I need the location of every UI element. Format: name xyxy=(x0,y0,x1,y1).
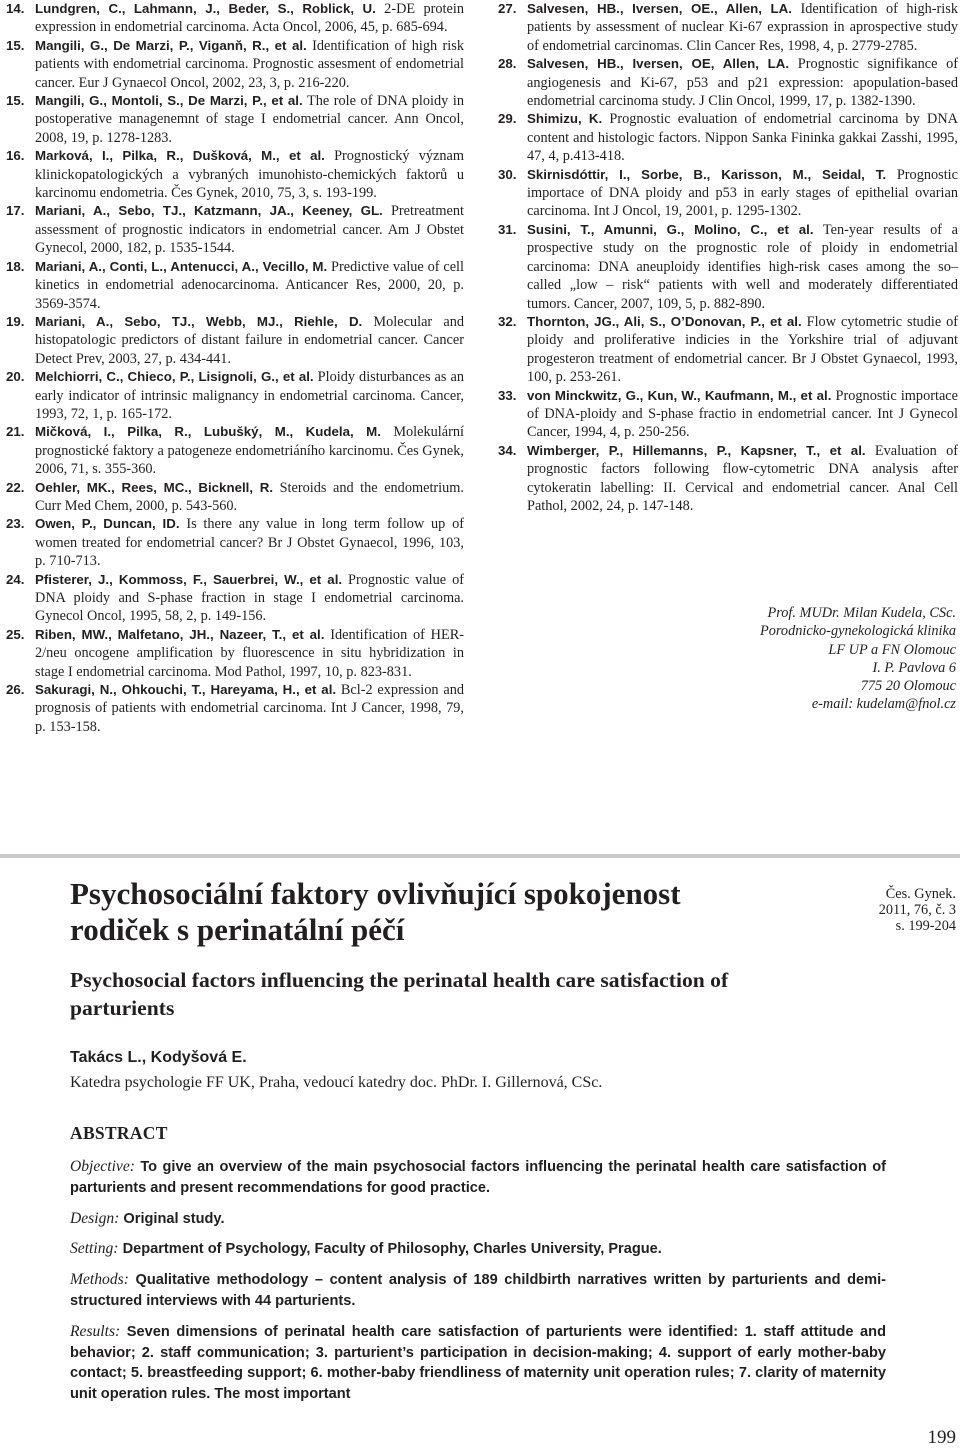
abstract-label: Objective: xyxy=(70,1158,135,1175)
abstract-objective xyxy=(70,1157,886,1199)
reference-item xyxy=(6,258,464,313)
reference-item xyxy=(498,166,958,221)
reference-citation: Prognostic importace of DNA-ploidy and S-phase fractio in endometrial cancer. Int J Gynecol Cancer, 1994, 4, p. 250-256. xyxy=(527,387,958,441)
reference-item xyxy=(498,110,958,165)
reference-citation: 2-DE protein expression in endometrial carcinoma. Acta Oncol, 2006, 45, p. 685-694. xyxy=(35,1,464,36)
reference-item xyxy=(6,479,464,516)
reference-authors: Sakuragi, N., Ohkouchi, T., Hareyama, H., et al. xyxy=(35,682,337,698)
reference-number: 16. xyxy=(6,148,25,164)
reference-authors: Melchiorri, C., Chieco, P., Lisignoli, G., et al. xyxy=(35,369,314,385)
reference-item xyxy=(498,0,958,55)
abstract-heading: ABSTRACT xyxy=(70,1123,168,1143)
reference-number: 26. xyxy=(6,682,25,698)
reference-authors: Marková, I., Pilka, R., Dušková, M., et al. xyxy=(35,148,325,164)
reference-item xyxy=(6,0,464,37)
reference-authors: Pfisterer, J., Kommoss, F., Sauerbrei, W., et al. xyxy=(35,571,343,587)
reference-authors: Mičková, I., Pilka, R., Lubušký, M., Kudela, M. xyxy=(35,424,381,440)
article-authors: Takács L., Kodyšová E. xyxy=(70,1049,247,1066)
reference-citation: Ten-year results of a prospective study on the prognostic role of ploidy in endometrial carcinoma: DNA aneuploidy identifies high-risk cases among the so–called „low – risk“ patients with well and moderately differentiated tumors. Cancer, 2007, 109, 5, p. 882-890. xyxy=(527,221,958,312)
reference-item xyxy=(6,202,464,257)
abstract-label: Methods: xyxy=(70,1271,129,1289)
reference-number: 33. xyxy=(498,387,517,403)
address-line: 775 20 Olomouc xyxy=(860,678,956,695)
reference-authors: Wimberger, P., Hillemanns, P., Kapsner, T., et al. xyxy=(527,442,866,458)
references-left-column xyxy=(6,0,464,736)
reference-item xyxy=(498,313,958,387)
reference-number: 20. xyxy=(6,369,25,385)
reference-citation: Bcl-2 expression and prognosis of patients with endometrial carcinoma. Int J Cancer, 1998, 79, p. 153-158. xyxy=(35,682,464,735)
reference-number: 32. xyxy=(498,313,517,329)
reference-citation: The role of DNA ploidy in postoperative managenemnt of stage I endometrial cancer. Ann Oncol, 2008, 19, p. 1278-1283. xyxy=(35,93,464,146)
reference-authors: Mariani, A., Sebo, TJ., Katzmann, JA., Keeney, GL. xyxy=(35,203,383,219)
address-email: e-mail: kudelam@fnol.cz xyxy=(811,696,956,713)
reference-authors: Owen, P., Duncan, ID. xyxy=(35,516,180,532)
reference-authors: von Minckwitz, G., Kun, W., Kaufmann, M., et al. xyxy=(527,387,832,403)
reference-item xyxy=(6,681,464,736)
reference-authors: Riben, MW., Malfetano, JH., Nazeer, T., et al. xyxy=(35,626,325,642)
reference-number: 25. xyxy=(6,626,25,642)
reference-item xyxy=(6,423,464,478)
abstract-text: Department of Psychology, Faculty of Philosophy, Charles University, Prague. xyxy=(118,1241,662,1258)
reference-number: 15. xyxy=(6,93,25,109)
reference-citation: Ploidy disturbances as an early indicator of intrinsic malignancy in endometrial carcinoma. Cancer, 1993, 72, 1, p. 165-172. xyxy=(35,369,464,422)
reference-citation: Identification of HER-2/neu oncogene amplification by fluorescence in situ hybridization in stage I endometrial carcinoma. Mod Pathol, 1997, 10, p. 823-831. xyxy=(35,626,464,680)
reference-item xyxy=(6,147,464,202)
reference-authors: Mariani, A., Sebo, TJ., Webb, MJ., Riehle, D. xyxy=(35,313,363,329)
abstract-text: Qualitative methodology – content analysis of 189 childbirth narratives written by parturients and demi-structured interviews with 44 parturients. xyxy=(70,1272,886,1309)
reference-number: 14. xyxy=(6,1,25,16)
reference-item xyxy=(6,571,464,626)
reference-item xyxy=(498,442,958,516)
reference-authors: Lundgren, C., Lahmann, J., Beder, S., Roblick, U. xyxy=(35,1,376,16)
journal-reference xyxy=(879,886,956,934)
reference-number: 23. xyxy=(6,516,25,532)
reference-citation: Prognostic value of DNA ploidy and S-phase fraction in stage I endometrial carcinoma. Gynecol Oncol, 1995, 58, 2, p. 149-156. xyxy=(35,571,464,625)
address-line: I. P. Pavlova 6 xyxy=(872,659,956,676)
address-name: Prof. MUDr. Milan Kudela, CSc. xyxy=(767,605,956,621)
reference-authors: Susini, T., Amunni, G., Molino, C., et al. xyxy=(527,221,814,237)
reference-authors: Shimizu, K. xyxy=(527,111,603,127)
abstract-methods xyxy=(70,1270,886,1312)
reference-number: 27. xyxy=(498,1,517,16)
reference-number: 34. xyxy=(498,442,517,458)
reference-number: 31. xyxy=(498,221,517,237)
reference-item xyxy=(498,55,958,110)
reference-authors: Oehler, MK., Rees, MC., Bicknell, R. xyxy=(35,479,274,495)
reference-item xyxy=(6,515,464,570)
abstract-results xyxy=(70,1322,886,1405)
reference-number: 22. xyxy=(6,479,25,495)
reference-number: 28. xyxy=(498,56,517,72)
abstract-design xyxy=(70,1209,886,1230)
reference-citation: Predictive value of cell kinetics in endometrial adenocarcinoma. Anticancer Res, 2000, 20, p. 3569-3574. xyxy=(35,258,464,312)
abstract-text: Seven dimensions of perinatal health care satisfaction of parturients were identified: 1. staff attitude and behavior; 2. staff communication; 3. parturient’s participation in decision-making; 4. support of early mother-baby contact; 5. breastfeeding support; 6. mother-baby friendliness of maternity unit operation rules; 7. clarity of maternity unit operation rules. The most important xyxy=(70,1323,886,1403)
article-title: Psychosociální faktory ovlivňující spokojenost rodiček s perinatální péčí xyxy=(70,876,681,947)
journal-issue: 2011, 76, č. 3 xyxy=(878,902,956,918)
reference-authors: Salvesen, HB., Iversen, OE, Allen, LA. xyxy=(527,56,790,72)
reference-citation: Flow cytometric studie of ploidy and proliferative indicies in the Yorkshire trial of adjuvant progesteron treatment of endometrial cancer. Br J Obstet Gynaecol, 1993, 100, p. 253-261. xyxy=(527,313,958,386)
reference-citation: Identification of high-risk patients by assessment of nuclear Ki-67 exprassion in aprospective study of endometrial carcinomas. Clin Cancer Res, 1998, 4, p. 2779-2785. xyxy=(527,1,958,54)
reference-citation: Molecular and histopatologic predictors of distant failure in endometrial cancer. Cancer Detect Prev, 2003, 27, p. 434-441. xyxy=(35,313,464,367)
abstract-label: Results: xyxy=(70,1322,121,1340)
abstract-setting xyxy=(70,1239,886,1260)
address-line: Porodnicko-gynekologická klinika xyxy=(760,623,956,640)
abstract-text: To give an overview of the main psychosocial factors influencing the perinatal health care satisfaction of parturients and present recommendations for good practice. xyxy=(70,1159,886,1196)
reference-citation: Is there any value in long term follow up of women treated for endometrial cancer? Br J Obstet Gynaecol, 1996, 103, p. 710-713. xyxy=(35,516,465,570)
reference-number: 30. xyxy=(498,166,517,182)
reference-item xyxy=(6,92,464,147)
reference-number: 18. xyxy=(6,258,25,274)
article-subtitle: Psychosocial factors influencing the perinatal health care satisfaction of parturients xyxy=(70,968,729,1020)
reference-authors: Thornton, JG., Ali, S., O’Donovan, P., et al. xyxy=(527,313,802,329)
reference-citation: Steroids and the endometrium. Curr Med Chem, 2000, p. 543-560. xyxy=(35,479,464,514)
article-affiliation: Katedra psychologie FF UK, Praha, vedoucí katedry doc. PhDr. I. Gillernová, CSc. xyxy=(70,1074,603,1091)
reference-number: 29. xyxy=(498,111,517,127)
reference-authors: Salvesen, HB., Iversen, OE., Allen, LA. xyxy=(527,1,792,16)
reference-citation: Prognostic importace of DNA ploidy and p53 in early stages of epithelial ovarian carcinoma. Int J Oncol, 19, 2001, p. 1295-1302. xyxy=(527,166,959,220)
correspondence-address xyxy=(760,604,956,714)
journal-name: Čes. Gynek. xyxy=(885,886,956,902)
reference-number: 21. xyxy=(6,424,25,440)
reference-citation: Molekulární prognostické faktory a patogeneze endometriáního karcinomu. Čes Gynek, 2006, 71, s. 355-360. xyxy=(35,424,465,478)
reference-citation: Evaluation of prognostic factors following flow-cytometric DNA analysis after cytokeratin labelling: II. Cervical and endometrial cancer. Anal Cell Pathol, 2002, 24, p. 147-148. xyxy=(527,442,959,514)
reference-item xyxy=(6,37,464,92)
reference-authors: Skirnisdóttir, I., Sorbe, B., Karisson, M., Seidal, T. xyxy=(527,166,887,182)
abstract-section xyxy=(70,1122,886,1415)
reference-authors: Mariani, A., Conti, L., Antenucci, A., Vecillo, M. xyxy=(35,258,328,274)
reference-number: 17. xyxy=(6,203,25,219)
page-number: 199 xyxy=(927,1427,956,1448)
reference-item xyxy=(498,387,958,442)
journal-pages: s. 199-204 xyxy=(895,918,956,934)
reference-citation: Identification of high risk patients with endometrial carcinoma. Prognostic assesment of endometrial cancer. Eur J Gynaecol Oncol, 2002, 23, 3, p. 216-220. xyxy=(35,37,464,91)
reference-item xyxy=(6,368,464,423)
reference-authors: Mangili, G., Montoli, S., De Marzi, P., et al. xyxy=(35,93,303,109)
reference-citation: Pretreatment assessment of prognostic indicators in endometrial cancer. Am J Obstet Gynecol, 2000, 182, p. 1535-1544. xyxy=(35,203,464,257)
reference-item xyxy=(6,313,464,368)
reference-number: 15. xyxy=(6,37,25,53)
abstract-text: Original study. xyxy=(119,1210,225,1227)
reference-item xyxy=(498,221,958,313)
reference-number: 19. xyxy=(6,313,25,329)
reference-item xyxy=(6,626,464,681)
reference-authors: Mangili, G., De Marzi, P., Viganň, R., et al. xyxy=(35,37,307,53)
reference-citation: Prognostic evaluation of endometrial carcinoma by DNA content and histologic factors. Nippon Sanka Fininka gakkai Zasshi, 1995, 47, 4, p.413-418. xyxy=(527,111,958,165)
reference-citation: Prognostický význam klinickopatologických a vybraných imunohisto-chemických faktorů u karcinomu endometria. Čes Gynek, 2010, 75, 3, s. 193-199. xyxy=(35,148,464,202)
abstract-label: Design: xyxy=(70,1209,120,1227)
references-right-column xyxy=(498,0,958,515)
reference-citation: Prognostic signifikance of angiogenesis and Ki-67, p53 and p21 expression: apopulation-based endometrial carcinoma study. J Clin Oncol, 1999, 17, p. 1382-1390. xyxy=(527,56,958,110)
section-divider xyxy=(0,854,960,858)
address-line: LF UP a FN Olomouc xyxy=(828,641,956,658)
abstract-label: Setting: xyxy=(70,1240,119,1258)
reference-number: 24. xyxy=(6,571,25,587)
